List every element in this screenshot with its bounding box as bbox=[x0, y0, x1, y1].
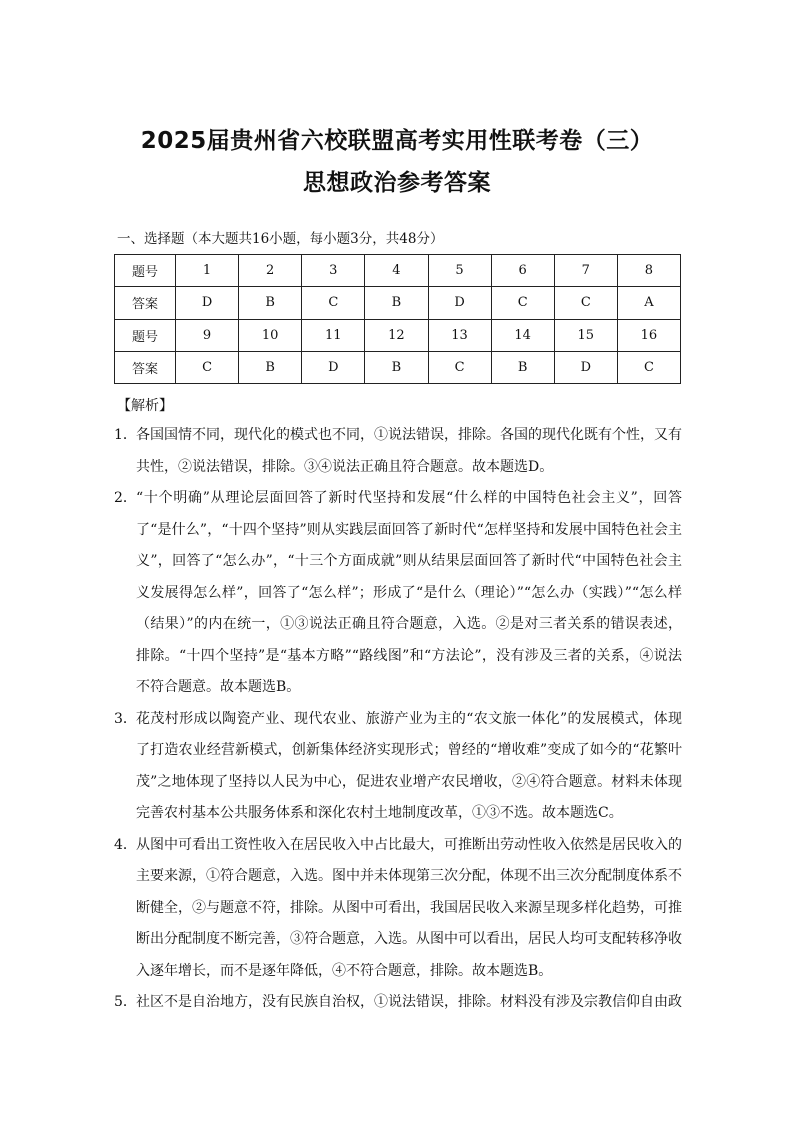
analysis-label: 【解析】 bbox=[117, 398, 173, 414]
table-cell: 2 bbox=[239, 255, 302, 287]
list-item bbox=[114, 830, 682, 988]
list-item bbox=[114, 420, 682, 483]
table-cell: D bbox=[176, 287, 239, 319]
table-cell: C bbox=[428, 351, 491, 383]
table-cell: 6 bbox=[491, 255, 554, 287]
table-row bbox=[115, 319, 681, 351]
table-cell: 10 bbox=[239, 319, 302, 351]
item-number: 1． bbox=[114, 427, 137, 443]
table-cell: B bbox=[239, 287, 302, 319]
table-cell: 9 bbox=[176, 319, 239, 351]
table-cell: 4 bbox=[365, 255, 428, 287]
table-cell: C bbox=[176, 351, 239, 383]
list-item bbox=[114, 704, 682, 830]
row-header: 答案 bbox=[115, 287, 176, 319]
table-cell: 8 bbox=[617, 255, 680, 287]
table-cell: D bbox=[428, 287, 491, 319]
table-cell: D bbox=[554, 351, 617, 383]
table-cell: B bbox=[491, 351, 554, 383]
item-number: 4． bbox=[114, 836, 137, 853]
table-cell: C bbox=[302, 287, 365, 319]
table-cell: 1 bbox=[176, 255, 239, 287]
table-cell: A bbox=[617, 287, 680, 319]
list-item bbox=[114, 987, 682, 1019]
table-cell: C bbox=[554, 287, 617, 319]
item-text: “十个明确”从理论层面回答了新时代坚持和发展“什么样的中国特色社会主义”，回答了“是什么”，“十四个坚持”则从实践层面回答了新时代“怎样坚持和发展中国特色社会主义”，回答了“怎么办”，“十三个方面成就”则从结果层面回答了新时代“中国特色社会主义发展得怎么样”，回答了“怎么样”；形成了“是什么（理论）”“怎么办（实践）”“怎么样（结果）”的内在统一，①③说法正确且符合题意，入选。②是对三者关系的错误表述，排除。“十四个坚持”是“基本方略”“路线图”和“方法论”，没有涉及三者的关系，④说法不符合题意。故本题选B。 bbox=[136, 490, 682, 695]
table-row bbox=[115, 255, 681, 287]
item-number: 2． bbox=[114, 490, 137, 506]
row-header: 题号 bbox=[115, 255, 176, 287]
table-cell: C bbox=[617, 351, 680, 383]
table-row bbox=[115, 287, 681, 319]
table-cell: 5 bbox=[428, 255, 491, 287]
table-cell: D bbox=[302, 351, 365, 383]
doc-subtitle: 思想政治参考答案 bbox=[303, 170, 491, 196]
table-cell: 12 bbox=[365, 319, 428, 351]
table-cell: 7 bbox=[554, 255, 617, 287]
table-cell: B bbox=[239, 351, 302, 383]
table-cell: B bbox=[365, 351, 428, 383]
item-text: 花茂村形成以陶瓷产业、现代农业、旅游产业为主的“农文旅一体化”的发展模式，体现了打造农业经营新模式，创新集体经济实现形式；曾经的“增收难”变成了如今的“花繁叶茂”之地体现了坚持以人民为中心，促进农业增产农民增收，②④符合题意。材料未体现完善农村基本公共服务体系和深化农村土地制度改革，①③不选。故本题选C。 bbox=[136, 710, 682, 821]
item-text: 从图中可看出工资性收入在居民收入中占比最大，可推断出劳动性收入依然是居民收入的主要来源，①符合题意，入选。图中并未体现第三次分配，体现不出三次分配制度体系不断健全，②与题意不符，排除。从图中可看出，我国居民收入来源呈现多样化趋势，可推断出分配制度不断完善，③符合题意，入选。从图中可以看出，居民人均可支配转移净收入逐年增长，而不是逐年降低，④不符合题意，排除。故本题选B。 bbox=[136, 836, 682, 979]
table-cell: 14 bbox=[491, 319, 554, 351]
table-row bbox=[115, 351, 681, 383]
section-heading: 一、选择题（本大题共16小题，每小题3分，共48分） bbox=[117, 231, 444, 247]
row-header: 题号 bbox=[115, 319, 176, 351]
table-cell: 13 bbox=[428, 319, 491, 351]
item-number: 5． bbox=[114, 994, 137, 1010]
list-item bbox=[114, 483, 682, 704]
table-cell: C bbox=[491, 287, 554, 319]
table-cell: 15 bbox=[554, 319, 617, 351]
doc-title: 2025届贵州省六校联盟高考实用性联考卷（三） bbox=[140, 128, 654, 154]
table-cell: 16 bbox=[617, 319, 680, 351]
table-cell: B bbox=[365, 287, 428, 319]
item-text: 社区不是自治地方，没有民族自治权，①说法错误，排除。材料没有涉及宗教信仰自由政 bbox=[136, 994, 682, 1010]
item-number: 3． bbox=[114, 710, 137, 727]
answer-table bbox=[114, 254, 681, 384]
row-header: 答案 bbox=[115, 351, 176, 383]
table-cell: 3 bbox=[302, 255, 365, 287]
item-text: 各国国情不同，现代化的模式也不同，①说法错误，排除。各国的现代化既有个性，又有共性，②说法错误，排除。③④说法正确且符合题意。故本题选D。 bbox=[136, 427, 682, 475]
analysis-list bbox=[114, 420, 682, 1019]
table-cell: 11 bbox=[302, 319, 365, 351]
